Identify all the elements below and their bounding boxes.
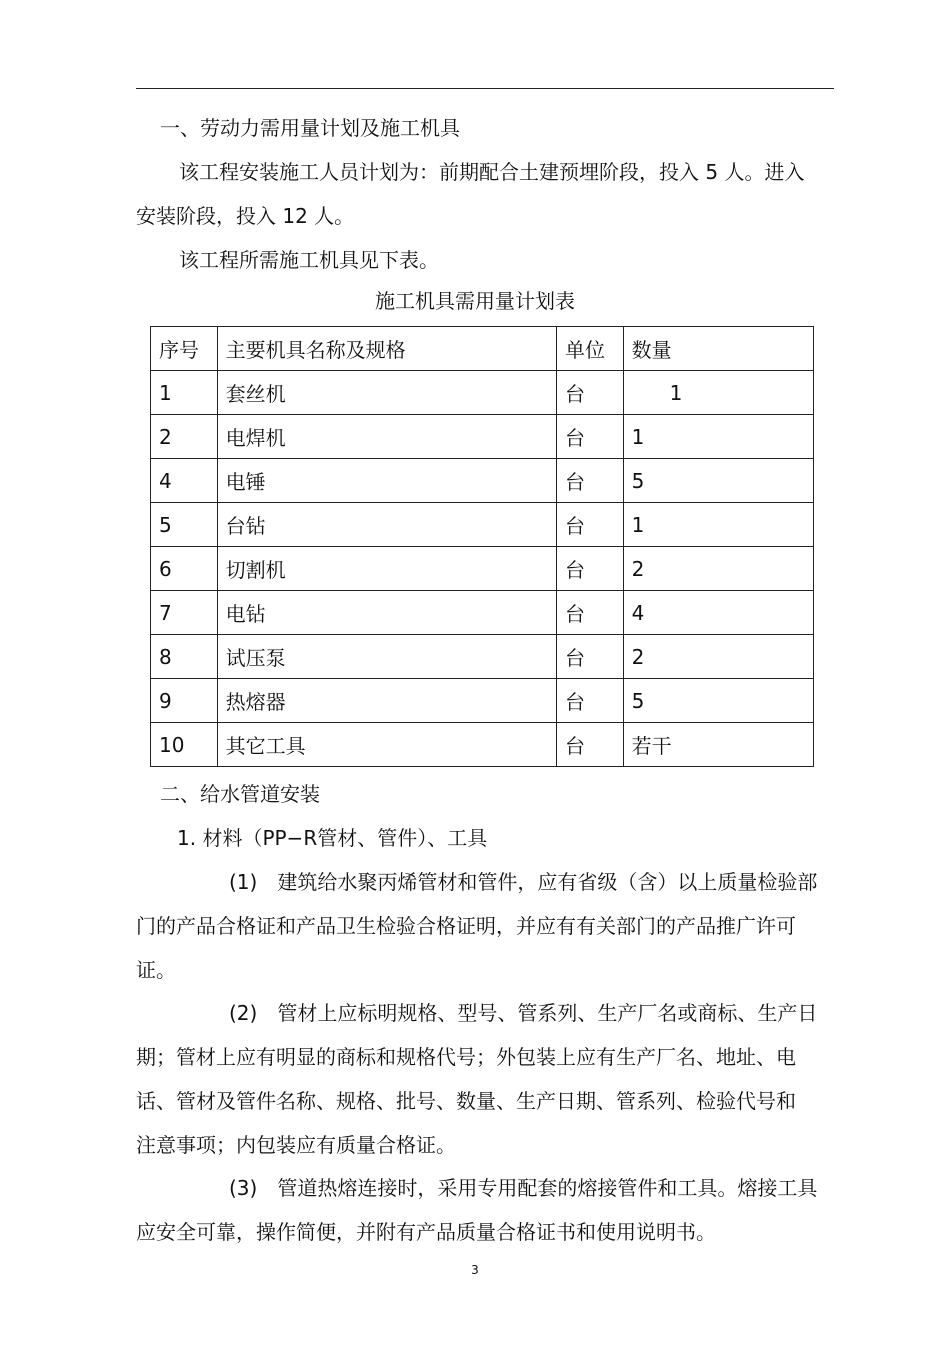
cell-name: 电钻	[217, 591, 556, 635]
cell-name: 台钻	[217, 503, 556, 547]
cell-unit: 台	[557, 503, 624, 547]
cell-quantity: 5	[623, 679, 813, 723]
cell-index: 8	[151, 635, 218, 679]
cell-index: 5	[151, 503, 218, 547]
cell-quantity: 1	[623, 503, 813, 547]
section2-heading: 二、给水管道安装	[160, 782, 320, 806]
header-cell-quantity: 数量	[623, 327, 813, 371]
table-row	[151, 591, 814, 635]
cell-unit: 台	[557, 591, 624, 635]
table-row	[151, 635, 814, 679]
header-cell-index: 序号	[151, 327, 218, 371]
cell-index: 6	[151, 547, 218, 591]
cell-name: 其它工具	[217, 723, 556, 767]
paragraph-line: 期；管材上应有明显的商标和规格代号；外包装上应有生产厂名、地址、电	[136, 1045, 796, 1069]
table-row	[151, 415, 814, 459]
cell-unit: 台	[557, 723, 624, 767]
section1-heading: 一、劳动力需用量计划及施工机具	[160, 116, 460, 140]
cell-quantity: 1	[623, 371, 813, 415]
cell-name: 套丝机	[217, 371, 556, 415]
cell-unit: 台	[557, 679, 624, 723]
cell-index: 4	[151, 459, 218, 503]
cell-unit: 台	[557, 547, 624, 591]
cell-quantity: 若干	[623, 723, 813, 767]
header-cell-unit: 单位	[557, 327, 624, 371]
header-rule	[136, 88, 834, 89]
paragraph-line: (2) 管材上应标明规格、型号、管系列、生产厂名或商标、生产日	[229, 1001, 818, 1025]
cell-quantity: 1	[623, 415, 813, 459]
table-caption: 施工机具需用量计划表	[375, 289, 575, 313]
cell-name: 切割机	[217, 547, 556, 591]
equipment-table	[150, 326, 814, 767]
cell-index: 7	[151, 591, 218, 635]
page-number: 3	[471, 1263, 479, 1277]
paragraph-line: (3) 管道热熔连接时，采用专用配套的熔接管件和工具。熔接工具	[229, 1176, 818, 1200]
cell-index: 9	[151, 679, 218, 723]
table-row	[151, 371, 814, 415]
cell-unit: 台	[557, 415, 624, 459]
cell-unit: 台	[557, 459, 624, 503]
paragraph-line: 该工程所需施工机具见下表。	[179, 248, 439, 272]
paragraph-line: 证。	[136, 958, 176, 982]
cell-quantity: 2	[623, 635, 813, 679]
cell-quantity: 2	[623, 547, 813, 591]
cell-name: 电焊机	[217, 415, 556, 459]
paragraph-line: (1) 建筑给水聚丙烯管材和管件，应有省级（含）以上质量检验部	[229, 870, 818, 894]
cell-name: 热熔器	[217, 679, 556, 723]
cell-index: 1	[151, 371, 218, 415]
cell-unit: 台	[557, 371, 624, 415]
table-row	[151, 679, 814, 723]
paragraph-line: 门的产品合格证和产品卫生检验合格证明，并应有有关部门的产品推广许可	[136, 914, 796, 938]
cell-unit: 台	[557, 635, 624, 679]
table-row	[151, 459, 814, 503]
cell-quantity: 4	[623, 591, 813, 635]
paragraph-line: 安装阶段，投入 12 人。	[136, 204, 355, 228]
cell-name: 电锤	[217, 459, 556, 503]
cell-index: 2	[151, 415, 218, 459]
table-header-row	[151, 327, 814, 371]
paragraph-line: 应安全可靠，操作简便，并附有产品质量合格证书和使用说明书。	[136, 1220, 716, 1244]
paragraph-line: 该工程安装施工人员计划为：前期配合土建预埋阶段，投入 5 人。进入	[179, 160, 805, 184]
table-row	[151, 503, 814, 547]
table-row	[151, 723, 814, 767]
paragraph-line: 注意事项；内包装应有质量合格证。	[136, 1133, 456, 1157]
paragraph-line: 话、管材及管件名称、规格、批号、数量、生产日期、管系列、检验代号和	[136, 1089, 796, 1113]
header-cell-name: 主要机具名称及规格	[217, 327, 556, 371]
table-row	[151, 547, 814, 591]
cell-quantity: 5	[623, 459, 813, 503]
subsection-heading: 1. 材料（PP−R管材、管件）、工具	[177, 826, 488, 850]
cell-name: 试压泵	[217, 635, 556, 679]
cell-index: 10	[151, 723, 218, 767]
